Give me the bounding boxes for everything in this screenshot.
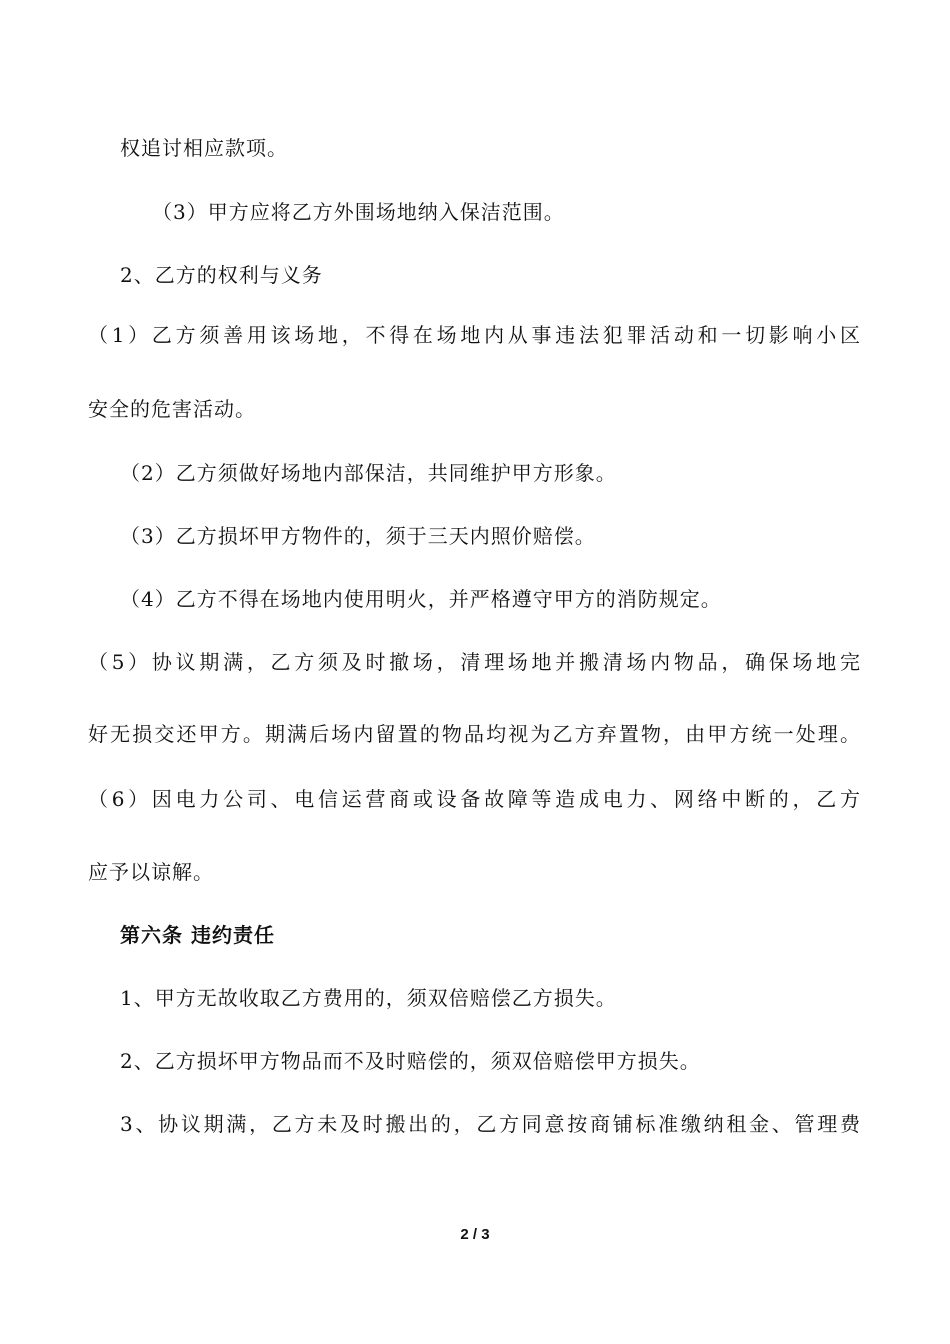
paragraph-line: 3、协议期满，乙方未及时搬出的，乙方同意按商铺标准缴纳租金、管理费 xyxy=(120,1112,861,1136)
paragraph-line: 应予以谅解。 xyxy=(88,860,214,884)
paragraph-line: （5）协议期满，乙方须及时撤场，清理场地并搬清场内物品，确保场地完 xyxy=(88,650,861,674)
page-number: 2 / 3 xyxy=(460,1226,490,1243)
paragraph-line: 好无损交还甲方。期满后场内留置的物品均视为乙方弃置物，由甲方统一处理。 xyxy=(88,722,861,746)
paragraph-line: （3）乙方损坏甲方物件的，须于三天内照价赔偿。 xyxy=(120,524,596,548)
paragraph-line: 2、乙方损坏甲方物品而不及时赔偿的，须双倍赔偿甲方损失。 xyxy=(120,1049,701,1073)
paragraph-line: （2）乙方须做好场地内部保洁，共同维护甲方形象。 xyxy=(120,461,617,485)
paragraph-line: （3）甲方应将乙方外围场地纳入保洁范围。 xyxy=(152,200,565,224)
paragraph-line: 安全的危害活动。 xyxy=(88,397,256,421)
paragraph-line: 1、甲方无故收取乙方费用的，须双倍赔偿乙方损失。 xyxy=(120,986,617,1010)
paragraph-line: （4）乙方不得在场地内使用明火，并严格遵守甲方的消防规定。 xyxy=(120,587,722,611)
section-subheading: 2、乙方的权利与义务 xyxy=(120,263,323,287)
paragraph-line: （1）乙方须善用该场地，不得在场地内从事违法犯罪活动和一切影响小区 xyxy=(88,323,861,347)
section-heading: 第六条 违约责任 xyxy=(120,923,275,947)
paragraph-line: 权追讨相应款项。 xyxy=(120,136,288,160)
paragraph-line: （6）因电力公司、电信运营商或设备故障等造成电力、网络中断的，乙方 xyxy=(88,787,861,811)
